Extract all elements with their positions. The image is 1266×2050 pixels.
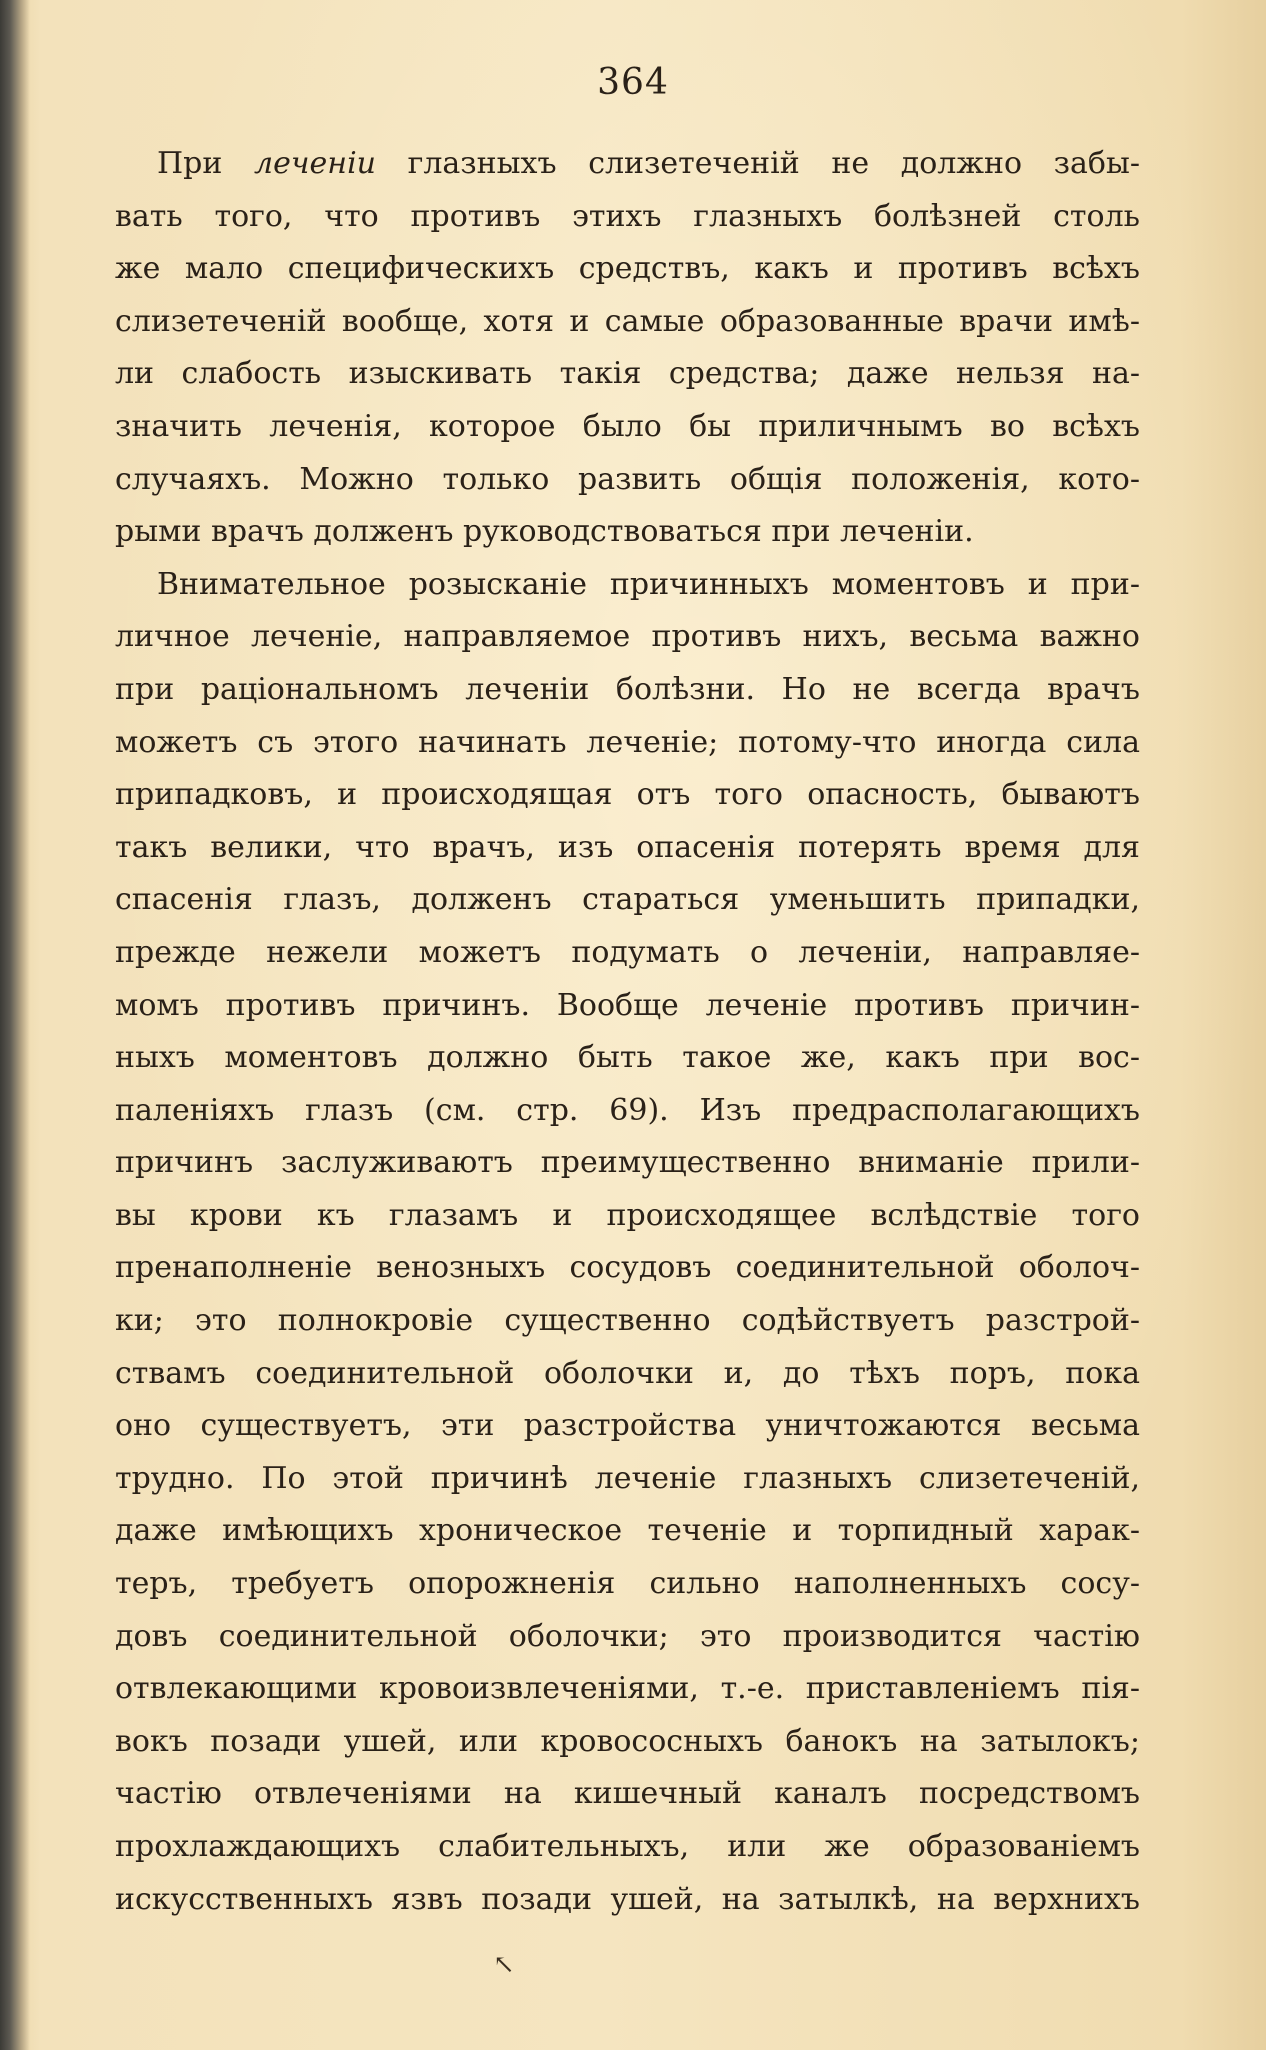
bottom-ink-mark: ↖	[493, 1950, 515, 1980]
paragraph-2	[115, 559, 1140, 1926]
text-line: оно существуетъ, эти разстройства уничтожаются весьма	[115, 1408, 1140, 1444]
paragraph-1	[115, 138, 1140, 559]
text-line: пренаполненіе венозныхъ сосудовъ соединительной оболоч-	[115, 1250, 1140, 1286]
text-run: глазныхъ слизетеченій не должно забы-	[375, 146, 1140, 181]
text-line: значить леченія, которое было бы приличнымъ во всѣхъ	[115, 408, 1140, 444]
text-line: такъ велики, что врачъ, изъ опасенія потерять время для	[115, 829, 1140, 865]
text-line: отвлекающими кровоизвлеченіями, т.-е. приставленіемъ пія-	[115, 1671, 1140, 1707]
text-line: Внимательное розысканіе причинныхъ моментовъ и при-	[157, 566, 1140, 602]
text-line: ки; это полнокровіе существенно содѣйствуетъ разстрой-	[115, 1303, 1140, 1339]
text-line: вы крови къ глазамъ и происходящее вслѣдствіе того	[115, 1197, 1140, 1233]
text-line: прохлаждающихъ слабительныхъ, или же образованіемъ	[115, 1829, 1140, 1864]
text-line: же мало специфическихъ средствъ, какъ и противъ всѣхъ	[115, 251, 1140, 287]
text-line: момъ противъ причинъ. Вообще леченіе противъ причин-	[115, 987, 1140, 1023]
text-line: паленіяхъ глазъ (см. стр. 69). Изъ предрасполагающихъ	[115, 1092, 1140, 1128]
text-line: случаяхъ. Можно только развить общія положенія, кото-	[115, 461, 1140, 497]
text-line	[115, 138, 1140, 191]
text-line: даже имѣющихъ хроническое теченіе и торпидный харак-	[115, 1513, 1140, 1549]
book-spine-shadow	[0, 0, 30, 2050]
text-line: личное леченіе, направляемое противъ нихъ, весьма важно	[115, 619, 1140, 655]
text-line: ныхъ моментовъ должно быть такое же, какъ при вос-	[115, 1040, 1140, 1076]
text-run: При	[157, 146, 255, 181]
text-line: при раціональномъ леченіи болѣзни. Но не всегда врачъ	[115, 671, 1140, 707]
text-line: частію отвлеченіями на кишечный каналъ посредствомъ	[115, 1776, 1140, 1812]
text-line: можетъ съ этого начинать леченіе; потому-что иногда сила	[115, 724, 1140, 760]
text-line: припадковъ, и происходящая отъ того опасность, бываютъ	[115, 777, 1140, 813]
page-number: 364	[597, 62, 669, 103]
text-line: ствамъ соединительной оболочки и, до тѣхъ поръ, пока	[115, 1355, 1140, 1391]
text-line: довъ соединительной оболочки; это производится частію	[115, 1618, 1140, 1654]
text-line: вать того, что противъ этихъ глазныхъ болѣзней столь	[115, 198, 1140, 234]
text-line: теръ, требуетъ опорожненія сильно наполненныхъ сосу-	[115, 1566, 1140, 1602]
text-line: причинъ заслуживаютъ преимущественно вниманіе прили-	[115, 1145, 1140, 1181]
emphasized-word: леченіи	[254, 146, 376, 181]
text-line: ли слабость изыскивать такія средства; даже нельзя на-	[115, 356, 1140, 392]
text-line: прежде нежели можетъ подумать о леченіи, направляе-	[115, 934, 1140, 970]
text-line: слизетеченій вообще, хотя и самые образованные врачи имѣ-	[115, 303, 1140, 339]
page-text	[115, 138, 1140, 1926]
text-line: спасенія глазъ, долженъ стараться уменьшить припадки,	[115, 882, 1140, 918]
text-line: вокъ позади ушей, или кровососныхъ банокъ на затылокъ;	[115, 1723, 1140, 1759]
text-line: искусственныхъ язвъ позади ушей, на затылкѣ, на верхнихъ	[115, 1881, 1140, 1917]
text-line: трудно. По этой причинѣ леченіе глазныхъ слизетеченій,	[115, 1460, 1140, 1496]
text-line: рыми врачъ долженъ руководствоваться при леченіи.	[115, 514, 974, 550]
